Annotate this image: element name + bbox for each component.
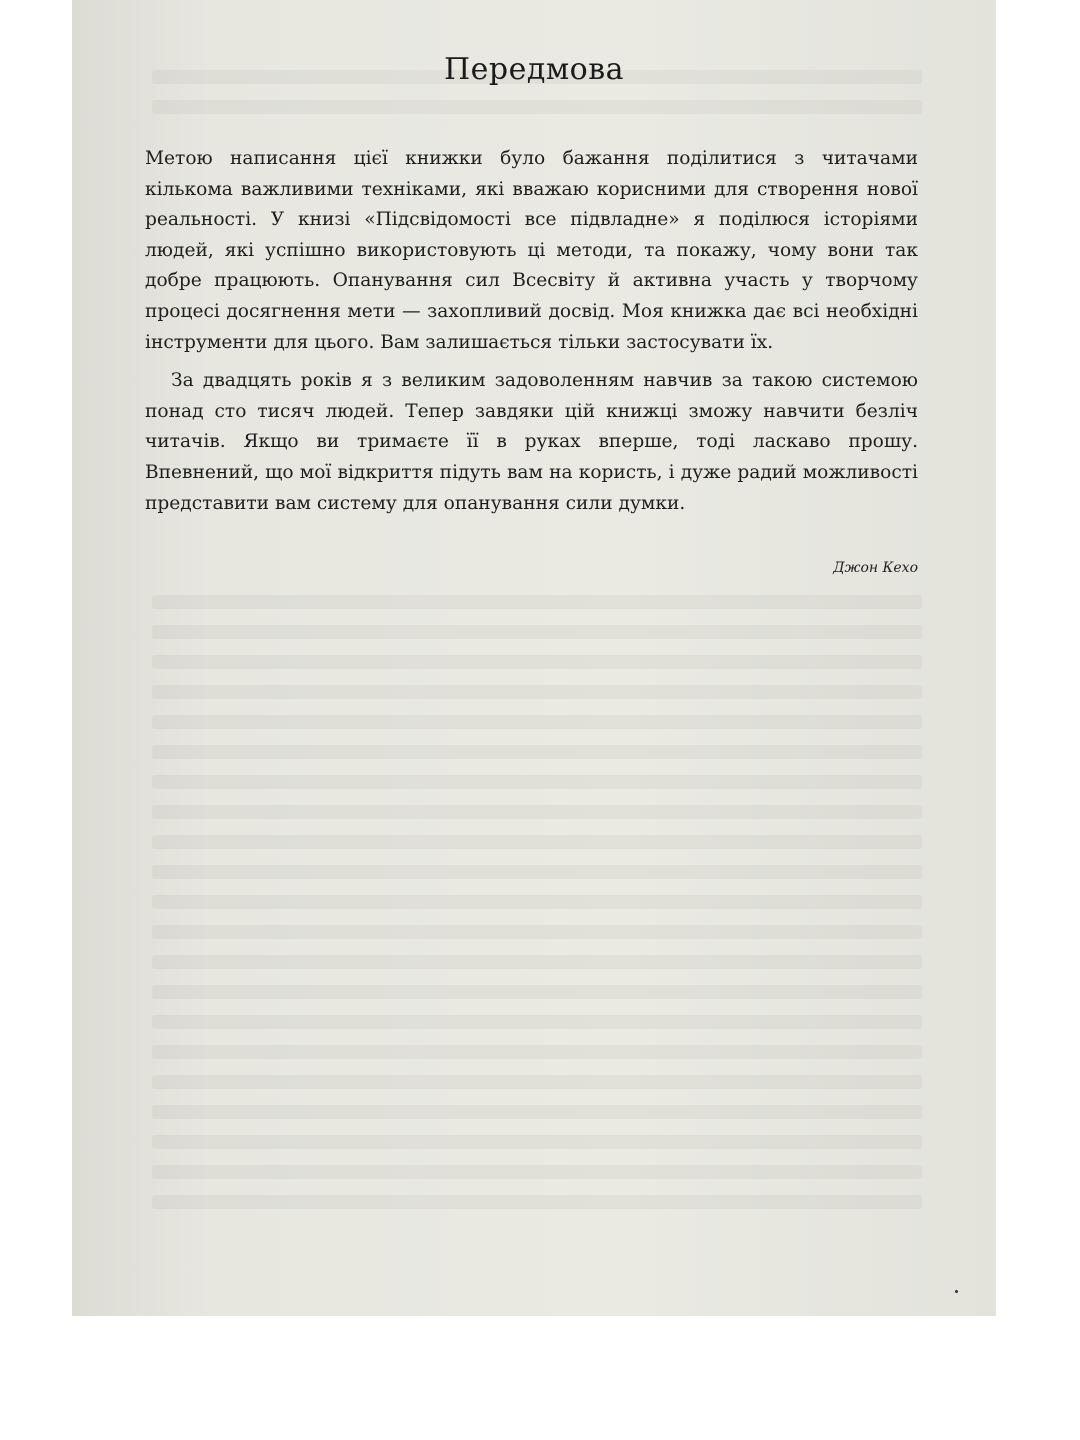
show-through-line (152, 1165, 922, 1179)
body-text (145, 144, 918, 519)
show-through-line (152, 685, 922, 699)
show-through-line (152, 1045, 922, 1059)
show-through-line (152, 955, 922, 969)
speck (955, 1290, 958, 1293)
paragraph: Метою написання цієї книжки було бажання поділитися з читачами кількома важливими техніками, які вважаю корисними для створення нової реальності. У книзі «Підсвідомості все підвладне» я поділюся історіями людей, які успішно використовують ці методи, та покажу, чому вони так добре працюють. Опанування сил Всесвіту й активна участь у творчому процесі досягнення мети — захопливий досвід. Моя книжка дає всі необхідні інструменти для цього. Вам залишається тільки застосувати їх. (145, 148, 918, 353)
paragraph: За двадцять років я з великим задоволенням навчив за такою системою понад сто тисяч людей. Тепер завдяки цій книжці зможу навчити безліч читачів. Якщо ви тримаєте її в руках вперше, тоді ласкаво прошу. Впевнений, що мої відкриття підуть вам на користь, і дуже радий можливості представити вам систему для опанування сили думки. (145, 370, 918, 514)
show-through-line (152, 745, 922, 759)
show-through-line (152, 100, 922, 114)
show-through-line (152, 625, 922, 639)
show-through-line (152, 715, 922, 729)
show-through-line (152, 1135, 922, 1149)
show-through-line (152, 1105, 922, 1119)
show-through-line (152, 655, 922, 669)
show-through-line (152, 865, 922, 879)
show-through-line (152, 595, 922, 609)
book-page (72, 0, 996, 1316)
page-title: Передмова (443, 52, 625, 87)
show-through-line (152, 1195, 922, 1209)
show-through-line (152, 895, 922, 909)
show-through-line (152, 1075, 922, 1089)
show-through-line (152, 985, 922, 999)
author-signature: Джон Кехо (833, 560, 918, 576)
show-through-line (152, 775, 922, 789)
show-through-line (152, 925, 922, 939)
show-through-line (152, 1015, 922, 1029)
show-through-line (152, 835, 922, 849)
show-through-line (152, 805, 922, 819)
